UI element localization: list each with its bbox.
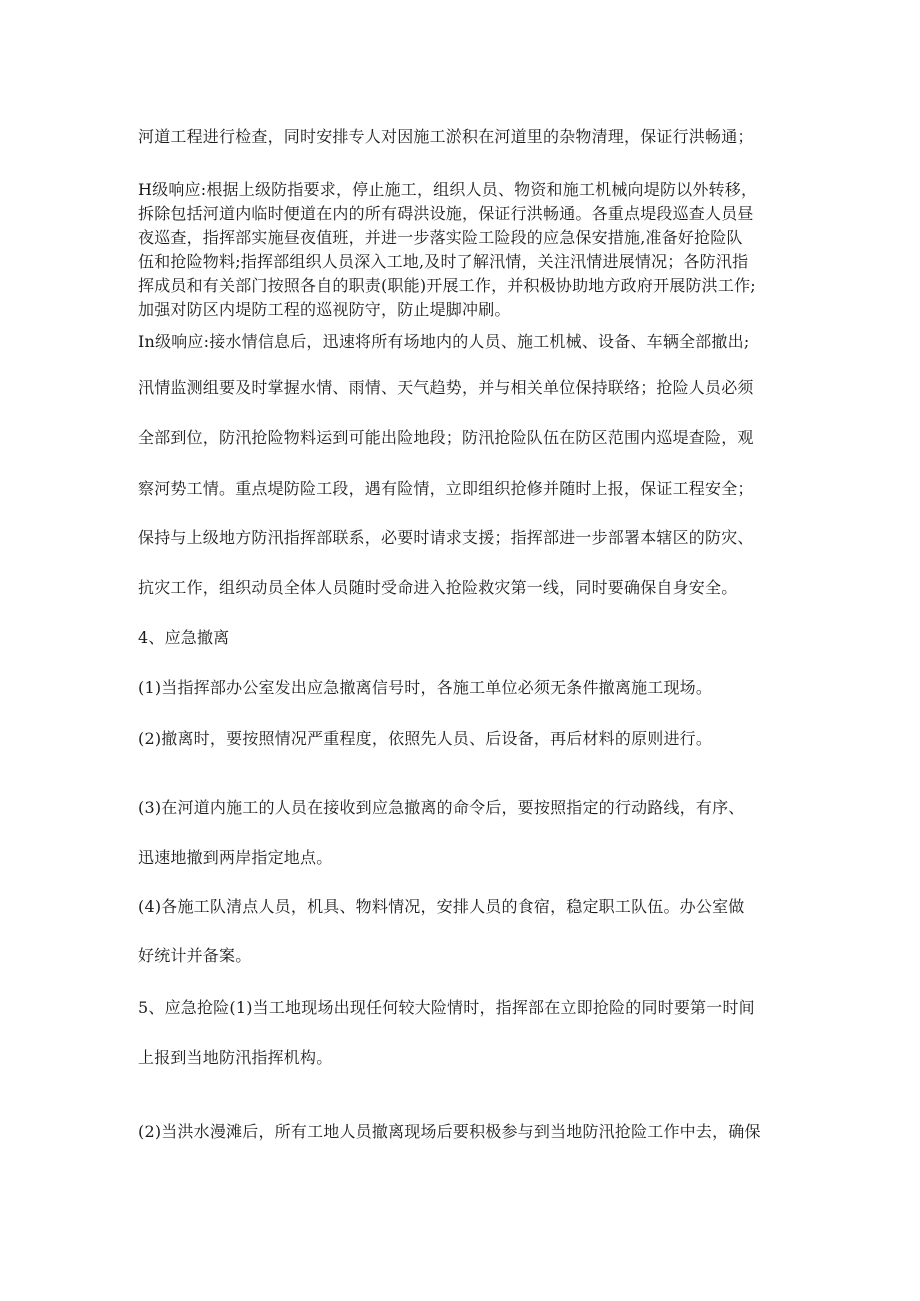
paragraph-line: In级响应:接水情信息后，迅速将所有场地内的人员、施工机械、设备、车辆全部撤出;: [138, 332, 750, 351]
paragraph-line: 保持与上级地方防汛指挥部联系，必要时请求支援；指挥部进一步部署本辖区的防灾、: [138, 528, 754, 547]
paragraph-line: 拆除包括河道内临时便道在内的所有碍洪设施，保证行洪畅通。各重点堤段巡查人员昼: [138, 204, 754, 223]
list-item: (2)当洪水漫滩后，所有工地人员撤离现场后要积极参与到当地防汛抢险工作中去，确保: [138, 1122, 761, 1141]
paragraph-line: 伍和抢险物料;指挥部组织人员深入工地,及时了解汛情，关注汛情进展情况；各防汛指: [138, 252, 749, 271]
list-item: (1)当指挥部办公室发出应急撤离信号时，各施工单位必须无条件撤离施工现场。: [138, 678, 713, 697]
paragraph-line: 察河势工情。重点堤防险工段，遇有险情，立即组织抢修并随时上报，保证工程安全；: [138, 479, 754, 498]
list-item: (2)撤离时，要按照情况严重程度，依照先人员、后设备，再后材料的原则进行。: [138, 729, 713, 748]
paragraph-line: 河道工程进行检查，同时安排专人对因施工淤积在河道里的杂物清理，保证行洪畅通；: [138, 127, 754, 146]
section-heading: 4、应急撤离: [138, 628, 230, 647]
list-item: (3)在河道内施工的人员在接收到应急撤离的命令后，要按照指定的行动路线，有序、: [138, 798, 745, 817]
paragraph-line: 全部到位，防汛抢险物料运到可能出险地段；防汛抢险队伍在防区范围内巡堤查险，观: [138, 428, 754, 447]
paragraph-line: H级响应:根据上级防指要求，停止施工，组织人员、物资和施工机械向堤防以外转移，: [138, 180, 758, 199]
paragraph-line: 汛情监测组要及时掌握水情、雨情、天气趋势，并与相关单位保持联络；抢险人员必须: [138, 378, 754, 397]
paragraph-line: 抗灾工作，组织动员全体人员随时受命进入抢险救灾第一线，同时要确保自身安全。: [138, 578, 738, 597]
paragraph-line: 加强对防区内堤防工程的巡视防守，防止堤脚冲刷。: [138, 300, 511, 319]
paragraph-line: 夜巡查，指挥部实施昼夜值班，并进一步落实险工险段的应急保安措施,准备好抢险队: [138, 228, 743, 247]
list-item: (4)各施工队清点人员，机具、物料情况，安排人员的食宿，稳定职工队伍。办公室做: [138, 897, 745, 916]
list-item-continuation: 好统计并备案。: [138, 946, 252, 965]
section-heading: 5、应急抢险(1)当工地现场出现任何较大险情时，指挥部在立即抢险的同时要第一时间: [138, 998, 755, 1017]
paragraph-line: 挥成员和有关部门按照各自的职责(职能)开展工作，并积极协助地方政府开展防洪工作;: [138, 276, 756, 295]
list-item-continuation: 上报到当地防汛指挥机构。: [138, 1048, 333, 1067]
list-item-continuation: 迅速地撤到两岸指定地点。: [138, 848, 333, 867]
